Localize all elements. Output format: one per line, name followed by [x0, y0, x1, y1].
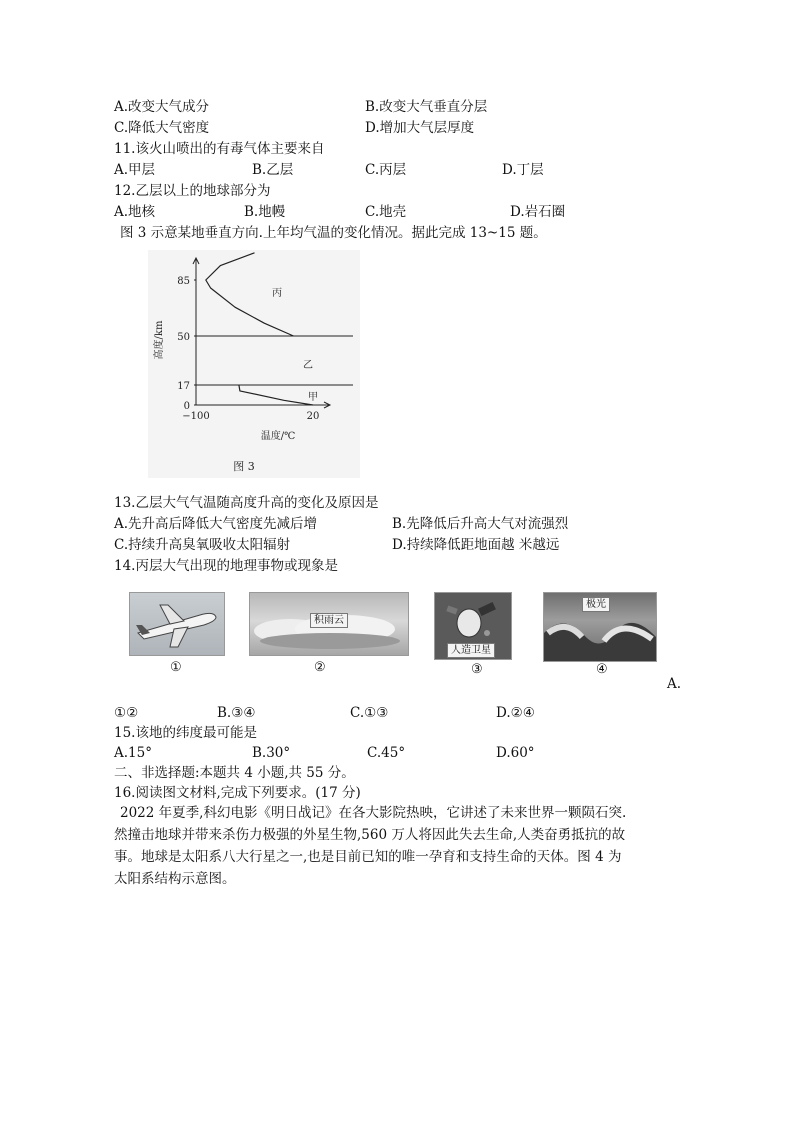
q10-option-c: C.降低大气密度 [114, 120, 210, 136]
temperature-profile-svg [148, 250, 360, 478]
q11-option-a: A.甲层 [114, 162, 156, 178]
q11-option-c: C.丙层 [365, 162, 407, 178]
fig3-intro: 图 3 示意某地垂直方向.上年均气温的变化情况。据此完成 13~15 题。 [120, 225, 547, 241]
q16-para-line-1: 2022 年夏季,科幻电影《明日战记》在各大影院热映，它讲述了未来世界一颗陨石突. [120, 805, 627, 821]
section-2-heading: 二、非选择题:本题共 4 小题,共 55 分。 [114, 765, 355, 781]
q16-para-line-2: 然撞击地球并带来杀伤力极强的外星生物,560 万人将因此失去生命,人类奋勇抵抗的故 [114, 827, 626, 843]
q16-para-line-3: 事。地球是太阳系八大行星之一,也是目前已知的唯一孕育和支持生命的天体。图 4 为 [114, 849, 622, 865]
q14-option-b: B.③④ [217, 705, 256, 721]
y-axis-label: 高度/km [154, 320, 165, 360]
layer-label-yi: 乙 [303, 360, 313, 371]
layer-label-jia: 甲 [308, 392, 318, 403]
q13-stem: 13.乙层大气气温随高度升高的变化及原因是 [114, 495, 379, 511]
q12-option-c: C.地壳 [365, 204, 407, 220]
q10-option-d: D.增加大气层厚度 [365, 120, 475, 136]
q11-stem: 11.该火山喷出的有毒气体主要来自 [114, 141, 325, 157]
x-tick-label: 20 [306, 411, 320, 422]
photo-aurora [543, 592, 657, 662]
photo-satellite [434, 592, 512, 660]
q10-option-a: A.改变大气成分 [114, 99, 210, 115]
q14-option-c: C.①③ [350, 705, 389, 721]
photo-airplane [129, 592, 225, 656]
q15-stem: 15.该地的纬度最可能是 [114, 725, 257, 741]
photo-2-label: 积雨云 [310, 613, 348, 628]
y-tick-label: 0 [183, 401, 190, 412]
photo-4-label: 极光 [582, 597, 610, 612]
y-tick-label: 50 [177, 332, 190, 343]
airplane-icon [130, 593, 224, 655]
photo-4-number: ④ [596, 662, 608, 677]
q15-option-b: B.30° [252, 745, 291, 761]
q14-stem: 14.丙层大气出现的地理事物或现象是 [114, 558, 338, 574]
q11-option-b: B.乙层 [252, 162, 294, 178]
photo-1-number: ① [170, 660, 182, 675]
layer-label-bing: 丙 [272, 288, 282, 299]
q13-option-b: B.先降低后升高大气对流强烈 [392, 516, 569, 532]
q14-option-a: ①② [114, 705, 139, 721]
y-tick-label: 85 [177, 276, 190, 287]
q13-option-c: C.持续升高臭氧吸收太阳辐射 [114, 537, 291, 553]
q16-para-line-4: 太阳系结构示意图。 [114, 871, 236, 887]
photo-2-number: ② [314, 660, 326, 675]
photo-cumulonimbus [249, 592, 409, 656]
photo-3-label: 人造卫星 [447, 643, 495, 658]
q13-option-d: D.持续降低距地面越 米越远 [392, 537, 560, 553]
x-tick-label: −100 [182, 411, 210, 422]
x-axis-label: 温度/℃ [260, 431, 296, 442]
q12-option-d: D.岩石圈 [510, 204, 566, 220]
figure-3-chart [148, 250, 360, 478]
q16-stem: 16.阅读图文材料,完成下列要求。(17 分) [114, 785, 361, 801]
q10-option-b: B.改变大气垂直分层 [365, 99, 488, 115]
q11-option-d: D.丁层 [502, 162, 544, 178]
q15-option-d: D.60° [496, 745, 535, 761]
figure-title: 图 3 [233, 460, 255, 473]
q12-option-a: A.地核 [114, 204, 156, 220]
q15-option-c: C.45° [367, 745, 406, 761]
photo-3-number: ③ [471, 662, 483, 677]
q14-option-d: D.②④ [496, 705, 535, 721]
q15-option-a: A.15° [114, 745, 152, 761]
q12-option-b: B.地幔 [244, 204, 286, 220]
y-tick-label: 17 [177, 381, 190, 392]
q13-option-a: A.先升高后降低大气密度先减后增 [114, 516, 318, 532]
q14-trailing-letter: A. [667, 676, 682, 692]
q12-stem: 12.乙层以上的地球部分为 [114, 183, 271, 199]
